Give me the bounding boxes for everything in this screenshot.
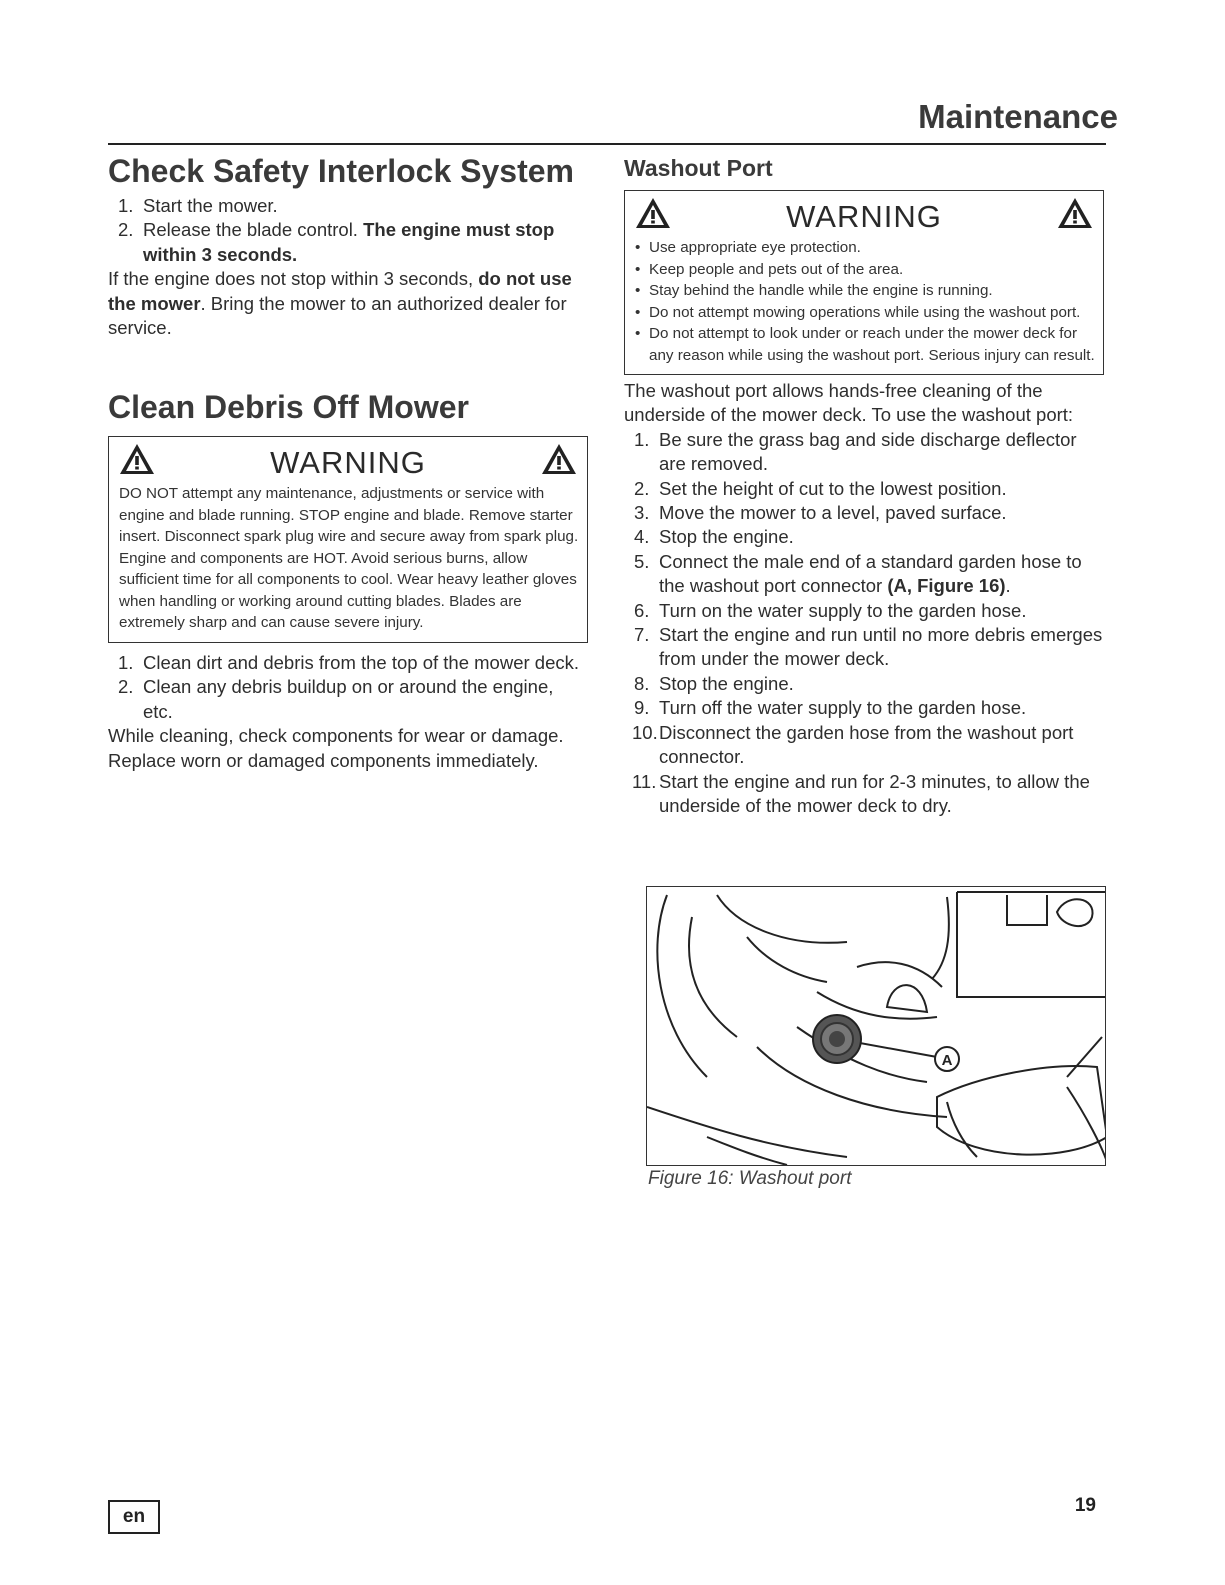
mower-deck-illustration — [647, 887, 1106, 1166]
list-item: 5. Connect the male end of a standard garden hose to the washout port connector (A, Figure 16). — [634, 550, 1082, 597]
page-section-title: Maintenance — [918, 98, 1118, 135]
language-badge: en — [108, 1500, 160, 1534]
list-item: 3. Move the mower to a level, paved surface. — [634, 502, 1007, 524]
list-item: 6. Turn on the water supply to the garden hose. — [634, 599, 1027, 621]
list-item: • Stay behind the handle while the engine is running. — [635, 282, 993, 299]
figure-caption: Figure 16: Washout port — [648, 1168, 852, 1189]
debris-paragraph: While cleaning, check components for wear or damage. Replace worn or damaged components immediately. — [108, 725, 564, 771]
header-divider — [108, 143, 1106, 145]
list-item: 1. Start the mower. — [118, 195, 278, 216]
washout-intro: The washout port allows hands-free cleaning of the underside of the mower deck. To use the washout port: — [624, 380, 1074, 426]
clean-debris-heading: Clean Debris Off Mower — [108, 389, 469, 426]
debris-steps — [108, 651, 588, 724]
list-item: • Keep people and pets out of the area. — [635, 260, 904, 278]
page-number: 19 — [1074, 1495, 1096, 1516]
safety-interlock-heading: Check Safety Interlock System — [108, 153, 574, 189]
list-item: 1. Be sure the grass bag and side discharge deflector are removed. — [634, 428, 1077, 475]
safety-steps — [108, 194, 588, 267]
safety-paragraph: If the engine does not stop within 3 seconds, do not use the mower. Bring the mower to an authorized dealer for service. — [108, 268, 572, 339]
list-item: • Use appropriate eye protection. — [635, 239, 861, 256]
warning-text: DO NOT attempt any maintenance, adjustments or service with engine and blade running. STOP engine and blade. Remove starter insert. Disconnect spark plug wire and secure away from spark plug. Engine and components are HOT. Avoid serious burns, allow sufficient time for all components to cool. Wear heavy leather gloves when handling or working around cutting blades. Blades are extremely sharp and can cause severe injury. — [119, 485, 579, 632]
list-item: 2. Set the height of cut to the lowest position. — [634, 477, 1007, 499]
warning-triangle-icon — [541, 443, 577, 475]
list-item: 11. Start the engine and run for 2-3 minutes, to allow the underside of the mower deck to dry. — [632, 770, 1090, 816]
washout-port-heading: Washout Port — [624, 155, 773, 181]
list-item: 2. Clean any debris buildup on or around the engine, etc. — [118, 676, 554, 722]
left-column — [108, 148, 588, 773]
list-item: • Do not attempt mowing operations while using the washout port. — [635, 303, 1081, 321]
right-column — [624, 148, 1106, 818]
list-item: 10. Disconnect the garden hose from the washout port connector. — [632, 721, 1074, 768]
callout-label: A — [941, 1052, 953, 1069]
washout-port-figure — [646, 886, 1106, 1166]
list-item: • Do not attempt to look under or reach under the mower deck for any reason while using the washout port. Serious injury can result. — [635, 325, 1095, 364]
warning-title: WARNING — [786, 199, 942, 234]
list-item: 9. Turn off the water supply to the garden hose. — [634, 697, 1027, 719]
warning-bullets — [625, 237, 1103, 374]
washout-steps — [624, 428, 1106, 819]
list-item: 1. Clean dirt and debris from the top of the mower deck. — [118, 651, 579, 673]
list-item: 2. Release the blade control. The engine must stop within 3 seconds. — [118, 219, 555, 265]
washout-warning-box — [624, 190, 1104, 375]
warning-triangle-icon — [1057, 197, 1093, 229]
list-item: 8. Stop the engine. — [634, 672, 794, 694]
warning-title: WARNING — [270, 445, 426, 481]
list-item: 4. Stop the engine. — [634, 526, 794, 548]
washout-connector — [813, 1015, 861, 1063]
list-item: 7. Start the engine and run until no more debris emerges from under the mower deck. — [634, 624, 1103, 670]
debris-warning-box — [108, 436, 588, 643]
callout-a — [935, 1047, 959, 1071]
